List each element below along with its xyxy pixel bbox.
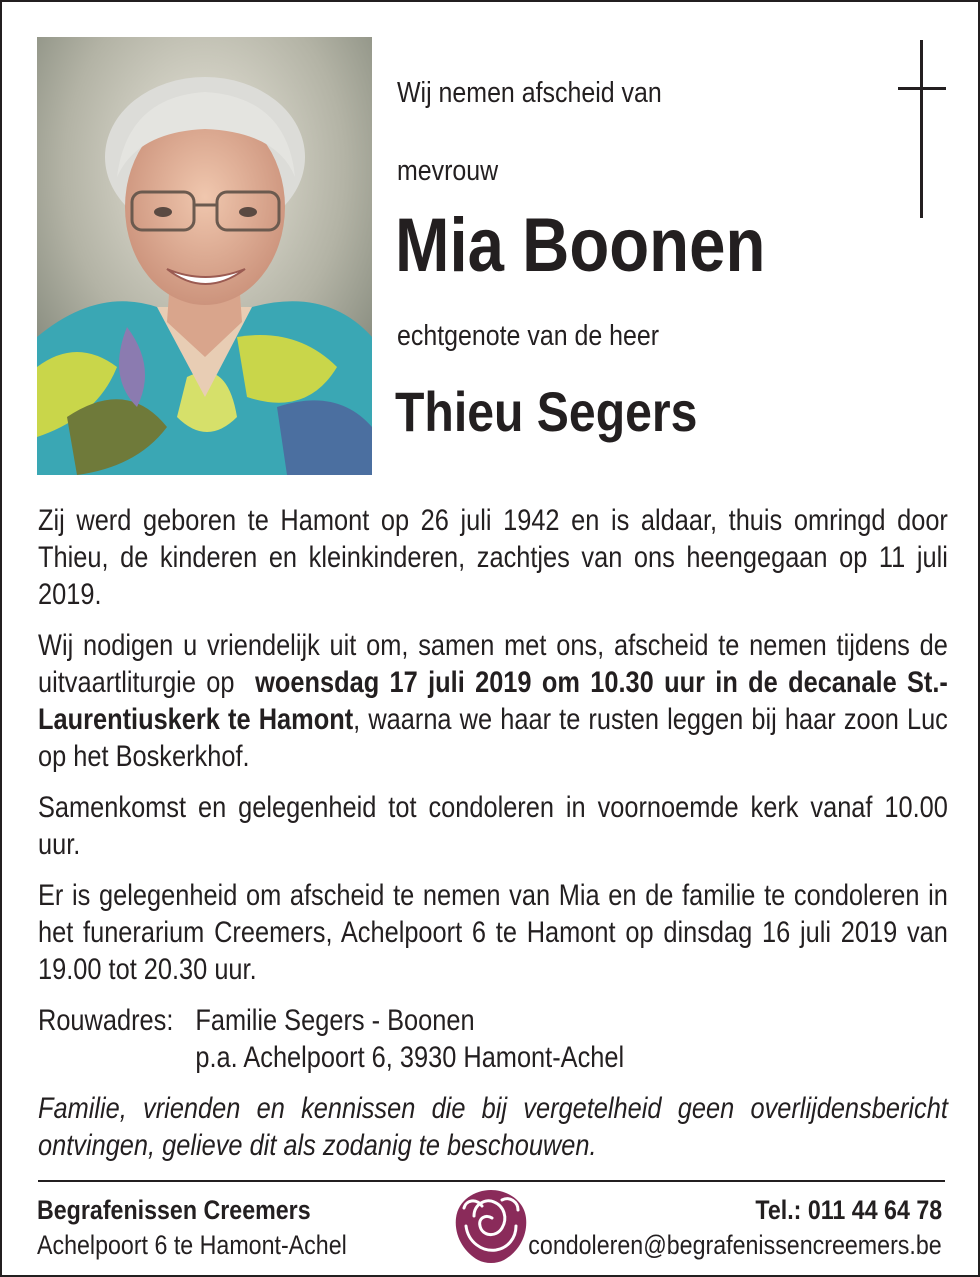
funeral-home-name: Begrafenissen Creemers [37, 1195, 311, 1225]
funeral-paragraph [38, 627, 948, 775]
portrait-photo [37, 37, 372, 475]
spouse-intro: echtgenote van de heer [397, 320, 660, 352]
funeral-home-address: Achelpoort 6 te Hamont-Achel [37, 1230, 347, 1260]
birth-paragraph: Zij werd geboren te Hamont op 26 juli 1942 en is aldaar, thuis omringd door Thieu, de kinderen en kleinkinderen, zachtjes van ons heengegaan op 11 juli 2019. [38, 504, 948, 611]
condolence-paragraph: Samenkomst en gelegenheid tot condoleren in voornoemde kerk vanaf 10.00 uur. [38, 791, 948, 861]
cross-icon [898, 40, 948, 218]
funeral-invite: Wij nodigen u vriendelijk uit om, samen met ons, afscheid te nemen tijdens de uitvaartliturgie op [38, 629, 948, 699]
deceased-name: Mia Boonen [395, 203, 766, 288]
address-line-2: p.a. Achelpoort 6, 3930 Hamont-Achel [195, 1041, 625, 1074]
email-address: condoleren@begrafenissencreemers.be [528, 1230, 942, 1260]
notice-body [38, 502, 948, 1178]
closing-note: Familie, vrienden en kennissen die bij vergetelheid geen overlijdensbericht ontvingen, gelieve dit als zodanig te beschouwen. [38, 1092, 948, 1162]
footer-divider [38, 1180, 945, 1182]
funerarium-paragraph: Er is gelegenheid om afscheid te nemen van Mia en de familie te condoleren in het funerarium Creemers, Achelpoort 6 te Hamont op dinsdag 16 juli 2019 van 19.00 tot 20.30 uur. [38, 879, 948, 986]
spouse-name: Thieu Segers [395, 380, 698, 443]
rose-icon [452, 1186, 530, 1266]
funeral-date-place: woensdag 17 juli 2019 om 10.30 uur in de decanale St.-Laurentiuskerk te Hamont [38, 666, 948, 736]
phone-number: Tel.: 011 44 64 78 [755, 1195, 942, 1225]
address-line-1: Familie Segers - Boonen [195, 1004, 475, 1037]
honorific: mevrouw [397, 155, 499, 187]
funeral-burial: , waarna we haar te rusten leggen bij haar zoon Luc op het Boskerkhof. [38, 703, 948, 773]
address-label: Rouwadres: [38, 1004, 174, 1037]
intro-text: Wij nemen afscheid van [397, 77, 662, 109]
mourning-address [38, 1002, 948, 1076]
